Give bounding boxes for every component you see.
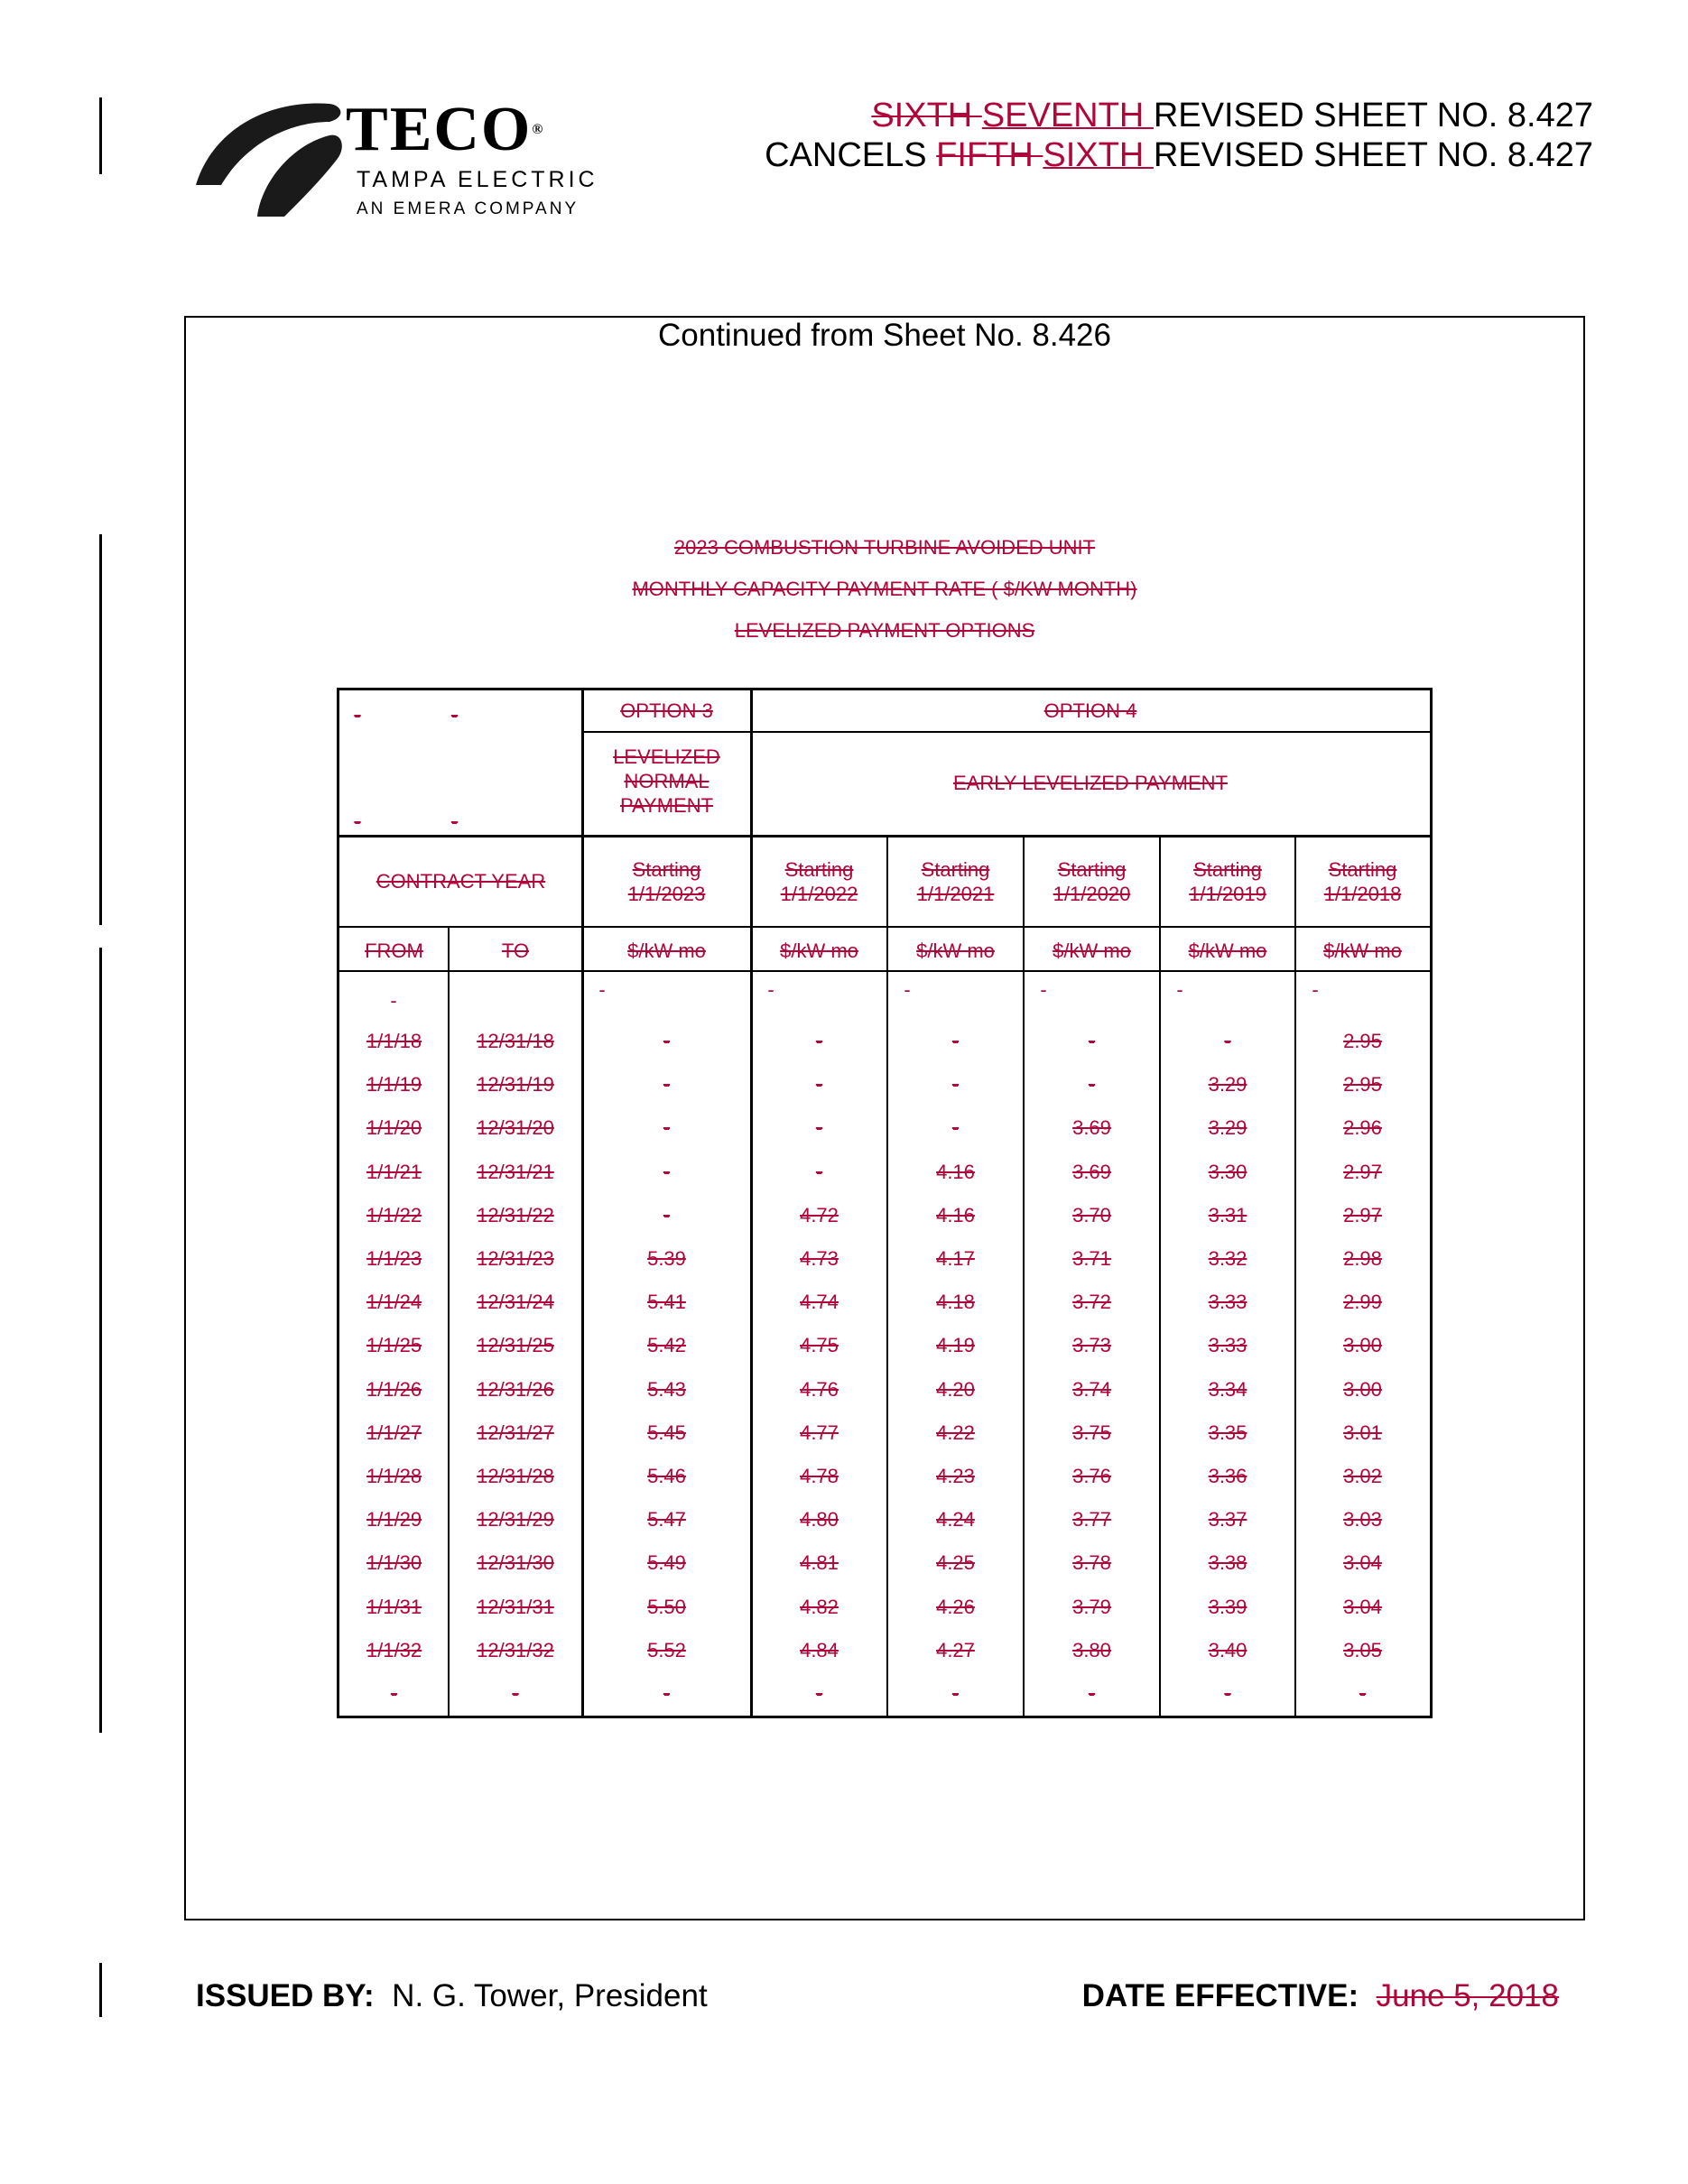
capacity-payment-table (337, 688, 1433, 1718)
rate-cell: 3.75 (1072, 1421, 1111, 1444)
row-divider (339, 835, 1430, 838)
rate-cell: 4.27 (936, 1639, 975, 1661)
unit-header: $/kW mo (1188, 939, 1267, 962)
rate-cell: 5.45 (647, 1421, 686, 1444)
starting-label: Starting (1057, 858, 1127, 881)
issued-by (196, 1978, 708, 2014)
from-date-cell: 1/1/31 (366, 1596, 422, 1618)
rate-cell: 3.77 (1072, 1508, 1111, 1531)
issued-label: ISSUED BY: (196, 1978, 375, 2013)
column-divider (1159, 836, 1161, 1716)
rate-cell: 3.31 (1208, 1204, 1247, 1226)
from-date-cell: 1/1/26 (366, 1378, 422, 1401)
new-revision: SEVENTH (981, 97, 1154, 134)
rate-cell: 3.69 (1072, 1161, 1111, 1183)
from-date-cell: 1/1/21 (366, 1161, 422, 1183)
to-date-cell: 12/31/29 (477, 1508, 554, 1531)
from-date-cell: 1/1/19 (366, 1073, 422, 1096)
rate-cell: - (1224, 1030, 1231, 1052)
rate-cell: - (663, 1073, 671, 1096)
rate-cell: 2.97 (1343, 1161, 1382, 1183)
rate-cell: 5.43 (647, 1378, 686, 1401)
from-header: FROM (365, 939, 423, 962)
corner-mark: - (354, 810, 361, 833)
rate-cell: 3.69 (1072, 1116, 1111, 1139)
rate-cell: 3.32 (1208, 1247, 1247, 1270)
to-date-cell: 12/31/27 (477, 1421, 554, 1444)
revision-bar-table-2 (99, 855, 102, 925)
rate-cell: 2.97 (1343, 1204, 1382, 1226)
corner-mark: - (354, 704, 361, 726)
rate-cell: 2.95 (1343, 1073, 1382, 1096)
from-date-cell: 1/1/24 (366, 1291, 422, 1313)
rate-cell: 3.03 (1343, 1508, 1382, 1531)
starting-date-header (887, 857, 1024, 906)
to-header: TO (501, 939, 530, 962)
rate-cell: 4.26 (936, 1596, 975, 1618)
rate-cell: - (815, 1030, 823, 1052)
cancel-sheet-number: REVISED SHEET NO. 8.427 (1153, 136, 1593, 174)
rate-cell: 5.39 (647, 1247, 686, 1270)
rate-cell: 3.29 (1208, 1073, 1247, 1096)
unit-header: $/kW mo (627, 939, 706, 962)
to-date-cell: 12/31/24 (477, 1291, 554, 1313)
rate-cell: - (951, 1030, 960, 1052)
rate-cell: 4.22 (936, 1421, 975, 1444)
starting-label: Starting (632, 858, 701, 881)
to-date-cell: 12/31/21 (477, 1161, 554, 1183)
rate-cell: 4.82 (800, 1596, 839, 1618)
rate-cell: 4.77 (800, 1421, 839, 1444)
rate-cell: 3.37 (1208, 1508, 1247, 1531)
row-mark: - (1176, 978, 1183, 1001)
old-revision: SIXTH (871, 97, 982, 134)
company-tagline: AN EMERA COMPANY (357, 199, 580, 218)
to-date-cell: 12/31/31 (477, 1596, 554, 1618)
rate-cell: 4.73 (800, 1247, 839, 1270)
rate-cell: - (1088, 1073, 1096, 1096)
rate-cell: 3.40 (1208, 1639, 1247, 1661)
rate-cell: - (1359, 1682, 1367, 1705)
revision-bar-header (99, 97, 102, 174)
rate-cell: 2.96 (1343, 1116, 1382, 1139)
rate-cell: 5.52 (647, 1639, 686, 1661)
row-mark: - (1040, 978, 1047, 1001)
table-title-2: MONTHLY CAPACITY PAYMENT RATE ( $/KW MONTH) (632, 578, 1137, 600)
company-name: TAMPA ELECTRIC (357, 167, 598, 192)
row-divider (582, 731, 1430, 733)
rate-cell: 4.20 (936, 1378, 975, 1401)
column-divider (1294, 836, 1296, 1716)
from-date-cell: 1/1/29 (366, 1508, 422, 1531)
rate-cell: - (1088, 1682, 1096, 1705)
starting-label: Starting (784, 858, 854, 881)
table-title-3: LEVELIZED PAYMENT OPTIONS (734, 619, 1035, 642)
unit-header: $/kW mo (780, 939, 858, 962)
rate-cell: 3.00 (1343, 1334, 1382, 1356)
from-date-cell: 1/1/25 (366, 1334, 422, 1356)
to-date-cell: 12/31/25 (477, 1334, 554, 1356)
sheet-header (765, 96, 1593, 175)
from-date-cell: 1/1/22 (366, 1204, 422, 1226)
row-mark: - (767, 978, 774, 1001)
option-3-description-line: PAYMENT (619, 794, 714, 817)
cancels-line (765, 135, 1593, 175)
to-date-cell: 12/31/30 (477, 1551, 554, 1574)
option-3-header: OPTION 3 (620, 699, 713, 722)
effective-value: June 5, 2018 (1376, 1978, 1559, 2013)
from-date-cell: 1/1/28 (366, 1465, 422, 1487)
rate-cell: 5.49 (647, 1551, 686, 1574)
rate-cell: - (815, 1161, 823, 1183)
rate-cell: - (951, 1682, 960, 1705)
rate-cell: 4.75 (800, 1334, 839, 1356)
rate-cell: 5.42 (647, 1334, 686, 1356)
rate-cell: 3.34 (1208, 1378, 1247, 1401)
option-3-description (582, 745, 751, 818)
start-date: 1/1/2021 (916, 883, 995, 905)
rate-cell: 3.80 (1072, 1639, 1111, 1661)
column-divider (1023, 836, 1025, 1716)
rate-cell: 3.72 (1072, 1291, 1111, 1313)
start-date: 1/1/2022 (780, 883, 858, 905)
start-date: 1/1/2023 (627, 883, 706, 905)
to-date-cell: 12/31/18 (477, 1030, 554, 1052)
rate-cell: 3.33 (1208, 1334, 1247, 1356)
to-date-cell: 12/31/32 (477, 1639, 554, 1661)
starting-date-header (1160, 857, 1295, 906)
to-date-cell: 12/31/28 (477, 1465, 554, 1487)
row-mark: - (1312, 978, 1319, 1001)
rate-cell: 4.16 (936, 1204, 975, 1226)
table-title-1: 2023 COMBUSTION TURBINE AVOIDED UNIT (673, 536, 1096, 559)
rate-cell: 4.76 (800, 1378, 839, 1401)
rate-cell: 3.05 (1343, 1639, 1382, 1661)
rate-cell: - (663, 1204, 671, 1226)
rate-cell: 5.50 (647, 1596, 686, 1618)
option-4-description: EARLY LEVELIZED PAYMENT (952, 772, 1229, 794)
start-date: 1/1/2020 (1053, 883, 1131, 905)
rate-cell: 4.72 (800, 1204, 839, 1226)
to-date-cell: 12/31/22 (477, 1204, 554, 1226)
rate-cell: - (951, 1073, 960, 1096)
rate-cell: 4.17 (936, 1247, 975, 1270)
rate-cell: 3.02 (1343, 1465, 1382, 1487)
to-date-cell: 12/31/23 (477, 1247, 554, 1270)
cancels-label: CANCELS (765, 136, 937, 174)
row-divider (339, 970, 1430, 972)
rate-cell: 5.46 (647, 1465, 686, 1487)
contract-year-header: CONTRACT YEAR (376, 870, 546, 893)
rate-cell: 4.18 (936, 1291, 975, 1313)
continued-note: Continued from Sheet No. 8.426 (658, 318, 1111, 353)
rate-cell: 3.70 (1072, 1204, 1111, 1226)
date-effective (1082, 1978, 1559, 2014)
registered-mark: ® (532, 122, 545, 137)
rate-cell: 4.84 (800, 1639, 839, 1661)
starting-date-header (751, 857, 887, 906)
rate-cell: 2.99 (1343, 1291, 1382, 1313)
starting-date-header (1295, 857, 1430, 906)
brand-name: TECO® (346, 95, 545, 164)
rate-cell: 3.73 (1072, 1334, 1111, 1356)
rate-cell: 3.33 (1208, 1291, 1247, 1313)
rate-cell: 3.36 (1208, 1465, 1247, 1487)
start-date: 1/1/2019 (1189, 883, 1266, 905)
unit-header: $/kW mo (1323, 939, 1402, 962)
starting-date-header (1024, 857, 1160, 906)
rate-cell: 4.24 (936, 1508, 975, 1531)
rate-cell: 3.39 (1208, 1596, 1247, 1618)
start-date: 1/1/2018 (1323, 883, 1402, 905)
rate-cell: - (663, 1682, 671, 1705)
to-date-cell: 12/31/19 (477, 1073, 554, 1096)
rate-cell: 3.01 (1343, 1421, 1382, 1444)
rate-cell: 5.47 (647, 1508, 686, 1531)
rate-cell: 2.98 (1343, 1247, 1382, 1270)
rate-cell: 3.04 (1343, 1551, 1382, 1574)
teco-logo (194, 95, 663, 221)
option-3-description-line: NORMAL (624, 770, 710, 792)
starting-label: Starting (1193, 858, 1262, 881)
old-cancel-revision: FIFTH (936, 136, 1043, 174)
rate-cell: 3.74 (1072, 1378, 1111, 1401)
rate-cell: 4.23 (936, 1465, 975, 1487)
rate-cell: - (663, 1030, 671, 1052)
new-cancel-revision: SIXTH (1043, 136, 1154, 174)
from-date-cell: 1/1/32 (366, 1639, 422, 1661)
starting-date-header (582, 857, 751, 906)
rate-cell: 4.74 (800, 1291, 839, 1313)
rate-cell: 2.95 (1343, 1030, 1382, 1052)
row-mark: - (598, 978, 606, 1001)
unit-header: $/kW mo (916, 939, 995, 962)
rate-cell: 5.41 (647, 1291, 686, 1313)
sheet-number: REVISED SHEET NO. 8.427 (1153, 97, 1593, 134)
effective-label: DATE EFFECTIVE: (1081, 1978, 1359, 2013)
option-3-description-line: LEVELIZED (613, 745, 720, 768)
rate-cell: 3.04 (1343, 1596, 1382, 1618)
starting-label: Starting (921, 858, 990, 881)
starting-label: Starting (1328, 858, 1397, 881)
sheet-number-line (765, 96, 1593, 135)
from-date-cell: 1/1/30 (366, 1551, 422, 1574)
corner-mark: - (450, 810, 459, 833)
column-divider (886, 836, 888, 1716)
rate-cell: 4.16 (936, 1161, 975, 1183)
rate-cell: 4.25 (936, 1551, 975, 1574)
rate-cell: - (815, 1073, 823, 1096)
issued-value: N. G. Tower, President (392, 1978, 708, 2013)
rate-cell: 3.00 (1343, 1378, 1382, 1401)
rate-cell: 3.29 (1208, 1116, 1247, 1139)
rate-cell: - (815, 1682, 823, 1705)
rate-cell: - (951, 1116, 960, 1139)
row-divider (339, 926, 1430, 928)
from-date-cell: - (390, 1682, 398, 1705)
from-date-cell: 1/1/23 (366, 1247, 422, 1270)
row-mark: - (904, 978, 911, 1001)
to-date-cell: 12/31/20 (477, 1116, 554, 1139)
corner-mark: - (450, 704, 459, 726)
row-mark: - (390, 989, 397, 1012)
rate-cell: 4.19 (936, 1334, 975, 1356)
rate-cell: 4.80 (800, 1508, 839, 1531)
revision-bar-table-3 (99, 948, 102, 1733)
rate-cell: 3.78 (1072, 1551, 1111, 1574)
rate-cell: 4.81 (800, 1551, 839, 1574)
option-4-header: OPTION 4 (1043, 699, 1137, 722)
rate-cell: - (663, 1116, 671, 1139)
to-date-cell: - (512, 1682, 519, 1705)
from-date-cell: 1/1/20 (366, 1116, 422, 1139)
rate-cell: 4.78 (800, 1465, 839, 1487)
from-date-cell: 1/1/27 (366, 1421, 422, 1444)
rate-cell: 3.79 (1072, 1596, 1111, 1618)
rate-cell: 3.30 (1208, 1161, 1247, 1183)
rate-cell: - (1224, 1682, 1231, 1705)
teco-swoosh-icon (194, 95, 348, 221)
rate-cell: 3.35 (1208, 1421, 1247, 1444)
revision-bar-footer (99, 1963, 102, 2017)
rate-cell: 3.38 (1208, 1551, 1247, 1574)
to-date-cell: 12/31/26 (477, 1378, 554, 1401)
rate-cell: - (1088, 1030, 1096, 1052)
rate-cell: 3.71 (1072, 1247, 1111, 1270)
rate-cell: 3.76 (1072, 1465, 1111, 1487)
rate-cell: - (815, 1116, 823, 1139)
from-date-cell: 1/1/18 (366, 1030, 422, 1052)
unit-header: $/kW mo (1053, 939, 1131, 962)
rate-cell: - (663, 1161, 671, 1183)
